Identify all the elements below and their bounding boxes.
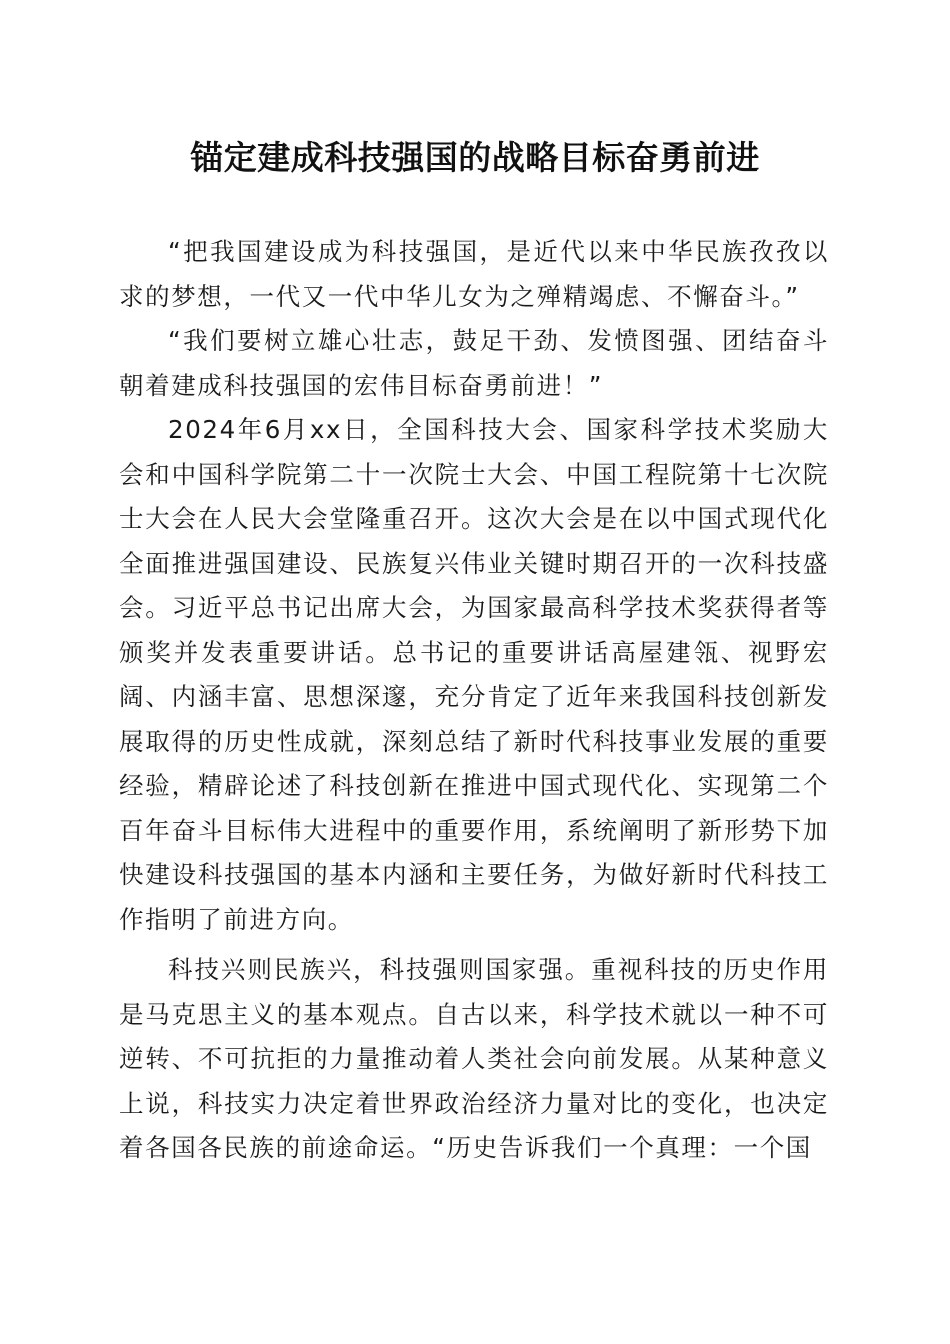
- paragraph-science-history: 科技兴则民族兴，科技强则国家强。重视科技的历史作用是马克思主义的基本观点。自古以来，科学技术就以一种不可逆转、不可抗拒的力量推动着人类社会向前发展。从某种意义上说，科技实力决定着世界政治经济力量对比的变化，也决定着各国各民族的前途命运。“历史告诉我们一个真理：一个国: [119, 955, 829, 1162]
- paragraph-quote-dream: “把我国建设成为科技强国，是近代以来中华民族孜孜以求的梦想，一代又一代中华儿女为之殚精竭虑、不懈奋斗。”: [119, 237, 829, 311]
- paragraph-quote-ambition: “我们要树立雄心壮志，鼓足干劲、发愤图强、团结奋斗朝着建成科技强国的宏伟目标奋勇前进！”: [119, 326, 829, 400]
- document-title: 锚定建成科技强国的战略目标奋勇前进: [190, 138, 760, 177]
- paragraph-conference: 2024年6月xx日，全国科技大会、国家科学技术奖励大会和中国科学院第二十一次院士大会、中国工程院第十七次院士大会在人民大会堂隆重召开。这次大会是在以中国式现代化全面推进强国建设、民族复兴伟业关键时期召开的一次科技盛会。习近平总书记出席大会，为国家最高科学技术奖获得者等颁奖并发表重要讲话。总书记的重要讲话高屋建瓴、视野宏阔、内涵丰富、思想深邃，充分肯定了近年来我国科技创新发展取得的历史性成就，深刻总结了新时代科技事业发展的重要经验，精辟论述了科技创新在推进中国式现代化、实现第二个百年奋斗目标伟大进程中的重要作用，系统阐明了新形势下加快建设科技强国的基本内涵和主要任务，为做好新时代科技工作指明了前进方向。: [119, 415, 829, 934]
- document-body: [119, 230, 829, 1171]
